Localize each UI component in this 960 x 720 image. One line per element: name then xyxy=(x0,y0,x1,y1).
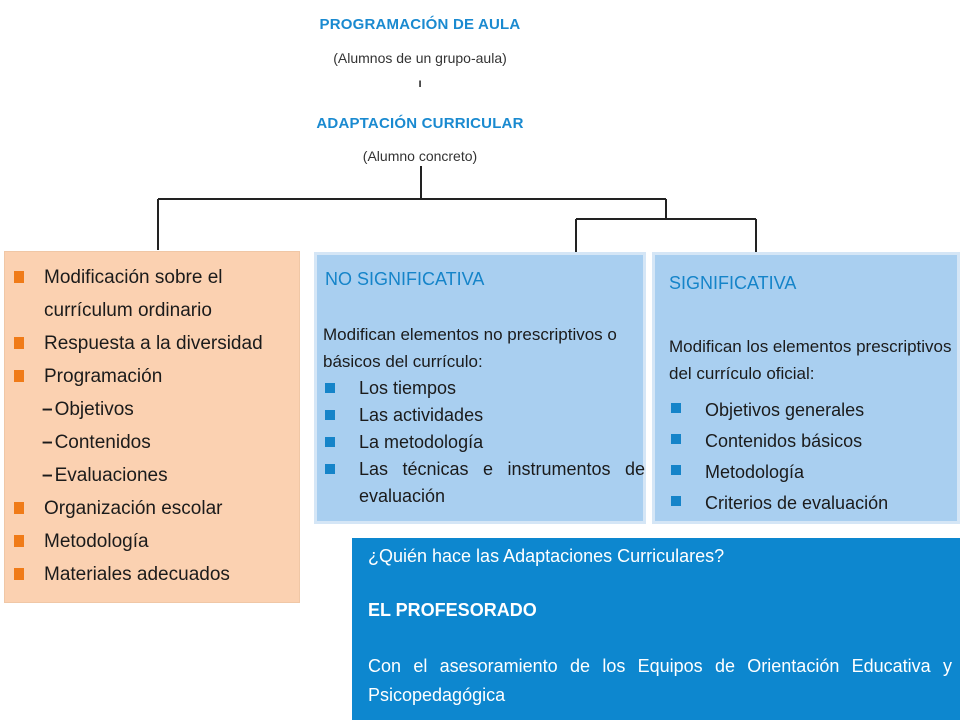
square-bullet-icon xyxy=(325,383,335,393)
dash-icon: – xyxy=(42,465,53,486)
list-item: Metodología xyxy=(669,457,959,488)
square-bullet-icon xyxy=(325,464,335,474)
who-question: ¿Quién hace las Adaptaciones Curriculares? xyxy=(368,546,725,566)
square-bullet-icon xyxy=(671,403,681,413)
square-bullet-icon xyxy=(671,434,681,444)
list-item: Las técnicas e instrumentos de evaluación xyxy=(323,456,645,510)
significativa-list xyxy=(669,395,959,519)
sub-list-item: – Evaluaciones xyxy=(42,465,168,486)
list-item: Materiales adecuados xyxy=(10,558,296,591)
dash-icon: – xyxy=(42,432,53,453)
sub-list-item: – Objetivos xyxy=(42,399,134,420)
who-description: Con el asesoramiento de los Equipos de Orientación Educativa y Psicopedagógica xyxy=(368,656,952,705)
no-significativa-box xyxy=(314,252,646,524)
list-item: Modificación sobre el currículum ordinario xyxy=(10,261,296,327)
list-item: Organización escolar xyxy=(10,492,296,525)
dash-icon: – xyxy=(42,399,53,420)
square-bullet-icon xyxy=(14,337,24,349)
list-item: Contenidos básicos xyxy=(669,426,959,457)
list-item: Las actividades xyxy=(323,402,645,429)
square-bullet-icon xyxy=(14,370,24,382)
who-answer: EL PROFESORADO xyxy=(368,600,537,620)
who-makes-adaptations-box xyxy=(352,538,960,720)
no-significativa-heading: NO SIGNIFICATIVA xyxy=(325,269,485,289)
adaptacion-curricular-title: ADAPTACIÓN CURRICULAR xyxy=(316,115,524,132)
list-item: Objetivos generales xyxy=(669,395,959,426)
sub-list-item: – Contenidos xyxy=(42,432,151,453)
programacion-characteristics-box xyxy=(4,251,300,603)
adaptacion-curricular-subtitle: (Alumno concreto) xyxy=(362,148,478,164)
characteristics-list xyxy=(10,261,296,591)
programacion-aula-subtitle: (Alumnos de un grupo-aula) xyxy=(333,50,507,66)
square-bullet-icon xyxy=(14,568,24,580)
list-item: Criterios de evaluación xyxy=(669,488,959,519)
square-bullet-icon xyxy=(671,465,681,475)
no-significativa-list xyxy=(323,375,645,510)
list-item: Metodología xyxy=(10,525,296,558)
significativa-box xyxy=(652,252,960,524)
square-bullet-icon xyxy=(325,410,335,420)
square-bullet-icon xyxy=(325,437,335,447)
programacion-aula-title: PROGRAMACIÓN DE AULA xyxy=(319,16,521,33)
significativa-intro: Modifican los elementos prescriptivos del currículo oficial: xyxy=(669,337,952,383)
no-significativa-intro: Modifican elementos no prescriptivos o básicos del currículo: xyxy=(323,325,617,371)
list-item: Programación xyxy=(10,360,296,393)
list-item: La metodología xyxy=(323,429,645,456)
square-bullet-icon xyxy=(671,496,681,506)
square-bullet-icon xyxy=(14,502,24,514)
significativa-heading: SIGNIFICATIVA xyxy=(669,273,797,293)
header-separator: ı xyxy=(418,76,422,90)
list-item: Los tiempos xyxy=(323,375,645,402)
square-bullet-icon xyxy=(14,535,24,547)
list-item: Respuesta a la diversidad xyxy=(10,327,296,360)
square-bullet-icon xyxy=(14,271,24,283)
